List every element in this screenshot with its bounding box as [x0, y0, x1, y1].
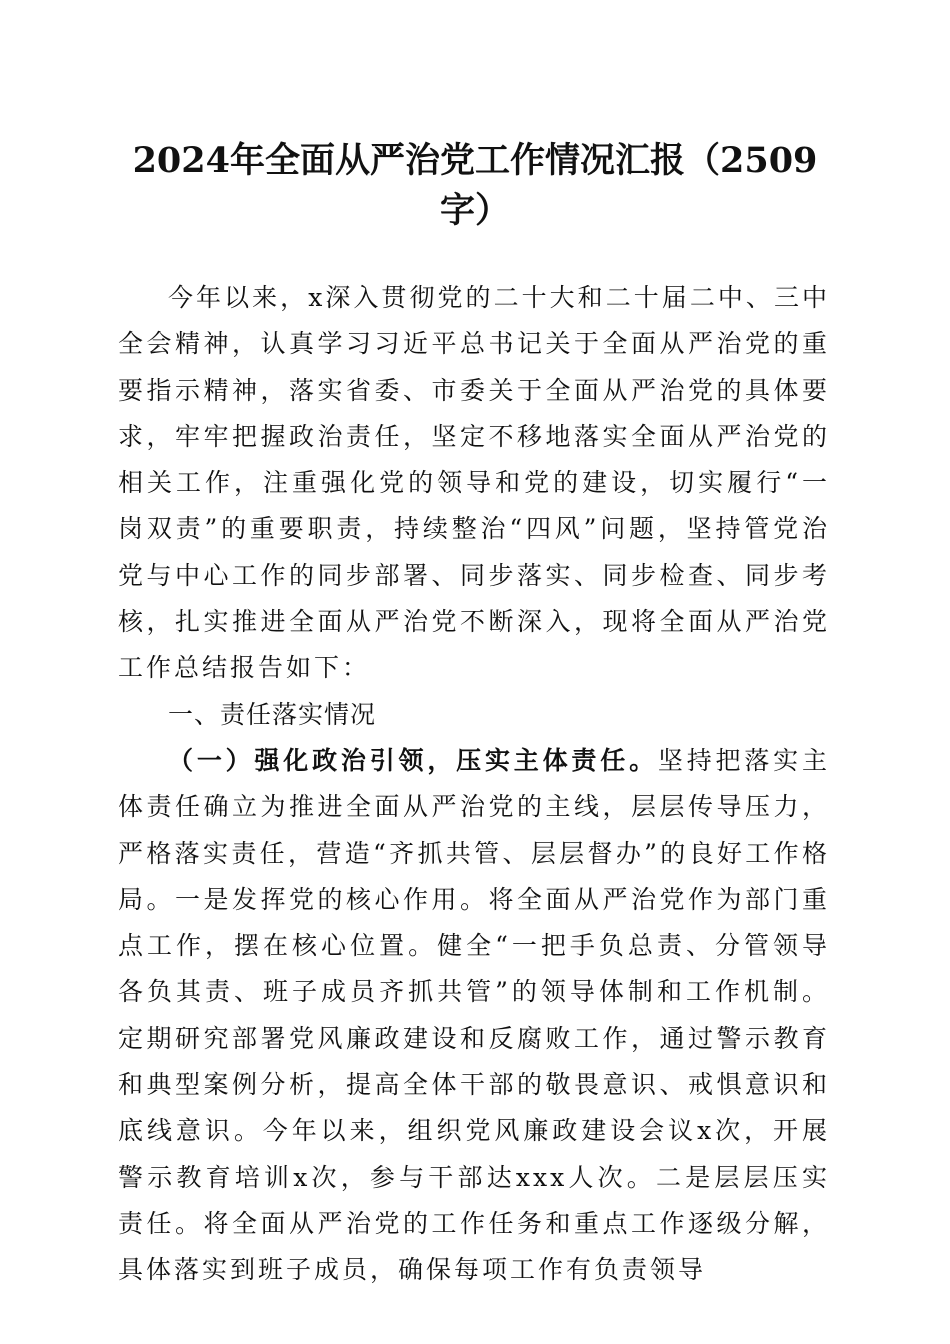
- subsection-paragraph: [118, 738, 830, 1294]
- document-title: 2024年全面从严治党工作情况汇报（2509字）: [132, 140, 818, 231]
- subsection-lead: （一）强化政治引领，压实主体责任。: [168, 745, 658, 775]
- subsection-body: 坚持把落实主体责任确立为推进全面从严治党的主线，层层传导压力，严格落实责任，营造“齐抓共管、层层督办”的良好工作格局。一是发挥党的核心作用。将全面从严治党作为部门重点工作，摆在核心位置。健全“一把手负总责、分管领导各负其责、班子成员齐抓共管”的领导体制和工作机制。定期研究部署党风廉政建设和反腐败工作，通过警示教育和典型案例分析，提高全体干部的敬畏意识、戒惧意识和底线意识。今年以来，组织党风廉政建设会议x次，开展警示教育培训x次，参与干部达xxx人次。二是层层压实责任。将全面从严治党的工作任务和重点工作逐级分解，具体落实到班子成员，确保每项工作有负责领导: [118, 745, 830, 1285]
- intro-paragraph: 今年以来，x深入贯彻党的二十大和二十届二中、三中全会精神，认真学习习近平总书记关于全面从严治党的重要指示精神，落实省委、市委关于全面从严治党的具体要求，牢牢把握政治责任，坚定不移地落实全面从严治党的相关工作，注重强化党的领导和党的建设，切实履行“一岗双责”的重要职责，持续整治“四风”问题，坚持管党治党与中心工作的同步部署、同步落实、同步检查、同步考核，扎实推进全面从严治党不断深入，现将全面从严治党工作总结报告如下：: [118, 283, 830, 683]
- document-body: [118, 275, 830, 1294]
- section-heading: 一、责任落实情况: [168, 699, 377, 729]
